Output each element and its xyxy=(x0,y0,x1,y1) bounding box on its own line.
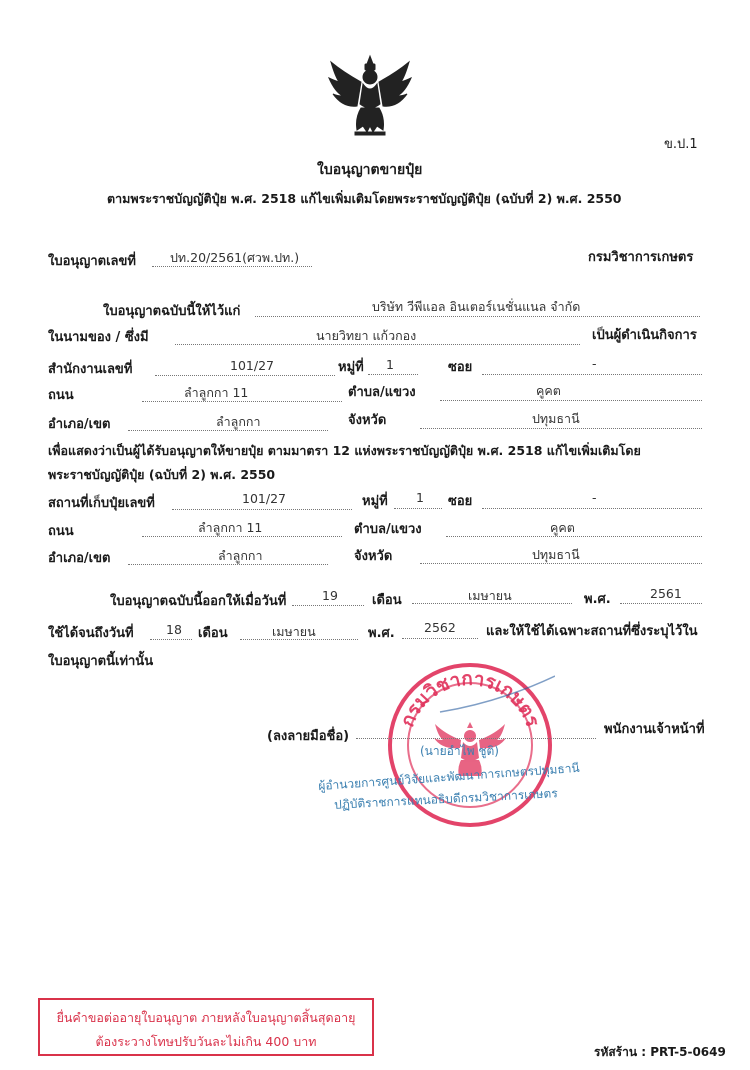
office-road-line xyxy=(142,401,342,402)
storage-amphoe-label: อำเภอ/เขต xyxy=(48,551,111,566)
issue-day-value: 19 xyxy=(322,588,338,603)
office-soi-label: ซอย xyxy=(448,360,473,375)
seal-text: กรมวิชาการเกษตร xyxy=(396,667,544,730)
valid-until-label: ใช้ได้จนถึงวันที่ xyxy=(48,626,134,641)
storage-moo-label: หมู่ที่ xyxy=(362,494,388,509)
form-code: ข.ป.1 xyxy=(664,137,698,152)
issue-year-line xyxy=(620,603,702,604)
officer-title-stamp: ผู้อำนวยการศูนย์วิจัยและพัฒนาการเกษตรปทุมธานี xyxy=(317,760,581,794)
storage-road-value: ลำลูกกา 11 xyxy=(198,520,263,535)
valid-year-label: พ.ศ. xyxy=(368,626,395,641)
storage-road-line xyxy=(142,536,342,537)
office-tambon-value: คูคต xyxy=(536,383,561,398)
store-code: รหัสร้าน : PRT-5-0649 xyxy=(594,1045,726,1059)
renewal-notice-line-2: ต้องระวางโทษปรับวันละไม่เกิน 400 บาท xyxy=(95,1034,317,1049)
storage-number-line xyxy=(172,509,352,510)
valid-month-value: เมษายน xyxy=(272,624,316,639)
signature-label: (ลงลายมือชื่อ) xyxy=(267,729,350,744)
owner-name-label: ในนามของ / ซึ่งมี xyxy=(48,330,149,345)
office-moo-line xyxy=(368,374,418,375)
storage-number-value: 101/27 xyxy=(242,491,286,506)
office-amphoe-line xyxy=(128,430,328,431)
svg-text:กรมวิชาการเกษตร xyxy=(396,668,544,731)
office-tambon-line xyxy=(440,400,702,401)
office-province-line xyxy=(420,428,702,429)
issue-month-value: เมษายน xyxy=(468,588,512,603)
issue-day-line xyxy=(292,605,364,606)
storage-tambon-label: ตำบล/แขวง xyxy=(354,522,422,537)
owner-name-line xyxy=(175,344,580,345)
office-province-value: ปทุมธานี xyxy=(532,411,580,426)
department-name: กรมวิชาการเกษตร xyxy=(588,250,694,265)
issued-to-line xyxy=(255,316,700,317)
storage-tambon-value: คูคต xyxy=(550,520,575,535)
owner-name-value: นายวิทยา แก้วกอง xyxy=(316,328,417,343)
valid-day-line xyxy=(150,639,192,640)
office-tambon-label: ตำบล/แขวง xyxy=(348,385,416,400)
storage-amphoe-line xyxy=(128,564,328,565)
office-province-label: จังหวัด xyxy=(348,413,387,428)
valid-month-line xyxy=(240,639,358,640)
issue-month-line xyxy=(412,603,572,604)
garuda-emblem-icon xyxy=(325,52,415,142)
issued-to-value: บริษัท วีพีแอล อินเตอร์เนชั่นแนล จำกัด xyxy=(372,299,581,314)
issued-to-label: ใบอนุญาตฉบับนี้ให้ไว้แก่ xyxy=(103,304,241,319)
office-soi-line xyxy=(482,374,702,375)
office-amphoe-label: อำเภอ/เขต xyxy=(48,417,111,432)
office-moo-value: 1 xyxy=(386,357,394,372)
valid-month-label: เดือน xyxy=(198,626,228,641)
office-road-label: ถนน xyxy=(48,388,74,403)
storage-moo-line xyxy=(394,508,442,509)
office-amphoe-value: ลำลูกกา xyxy=(216,414,261,429)
office-soi-value: - xyxy=(592,356,597,371)
renewal-notice-line-1: ยื่นคำขอต่ออายุใบอนุญาต ภายหลังใบอนุญาตสิ้นสุดอายุ xyxy=(56,1010,356,1025)
storage-number-label: สถานที่เก็บปุ๋ยเลขที่ xyxy=(48,496,155,511)
document-title: ใบอนุญาตขายปุ๋ย xyxy=(317,162,423,178)
valid-year-line xyxy=(402,638,478,639)
storage-province-line xyxy=(420,563,702,564)
storage-soi-line xyxy=(482,508,702,509)
issue-year-value: 2561 xyxy=(650,586,682,601)
statement-line-1: เพื่อแสดงว่าเป็นผู้ได้รับอนุญาตให้ขายปุ๋ย ตามมาตรา 12 แห่งพระราชบัญญัติปุ๋ย พ.ศ. 2518 แก้ไขเพิ่มเติมโดย xyxy=(48,443,641,458)
storage-tambon-line xyxy=(446,536,702,537)
storage-province-label: จังหวัด xyxy=(354,549,393,564)
renewal-notice-box xyxy=(38,998,374,1056)
issue-year-label: พ.ศ. xyxy=(584,592,611,607)
license-number-value: ปท.20/2561(ศวพ.ปท.) xyxy=(170,250,300,265)
license-number-label: ใบอนุญาตเลขที่ xyxy=(48,254,136,269)
valid-tail-text: และให้ใช้ได้เฉพาะสถานที่ซึ่งระบุไว้ใน xyxy=(486,624,698,639)
issue-date-label: ใบอนุญาตฉบับนี้ออกให้เมื่อวันที่ xyxy=(110,594,287,609)
operator-label: เป็นผู้ดำเนินกิจการ xyxy=(592,328,697,343)
signature-line xyxy=(356,738,596,739)
document-subtitle: ตามพระราชบัญญัติปุ๋ย พ.ศ. 2518 แก้ไขเพิ่มเติมโดยพระราชบัญญัติปุ๋ย (ฉบับที่ 2) พ.ศ. 2550 xyxy=(107,191,622,206)
statement-line-2: พระราชบัญญัติปุ๋ย (ฉบับที่ 2) พ.ศ. 2550 xyxy=(48,467,276,482)
storage-road-label: ถนน xyxy=(48,524,74,539)
office-number-value: 101/27 xyxy=(230,358,274,373)
storage-soi-label: ซอย xyxy=(448,494,473,509)
office-moo-label: หมู่ที่ xyxy=(338,360,364,375)
storage-moo-value: 1 xyxy=(416,490,424,505)
valid-day-value: 18 xyxy=(166,622,182,637)
storage-amphoe-value: ลำลูกกา xyxy=(218,548,263,563)
office-number-label: สำนักงานเลขที่ xyxy=(48,362,133,377)
valid-line-2: ใบอนุญาตนี้เท่านั้น xyxy=(48,654,154,669)
officer-name: (นายอำไพ ชูติ) xyxy=(420,744,499,758)
office-number-line xyxy=(155,375,335,376)
officer-delegation-stamp: ปฏิบัติราชการแทนอธิบดีกรมวิชาการเกษตร xyxy=(333,786,559,812)
storage-province-value: ปทุมธานี xyxy=(532,547,580,562)
issue-month-label: เดือน xyxy=(372,593,402,608)
office-road-value: ลำลูกกา 11 xyxy=(184,385,249,400)
license-number-line xyxy=(152,266,312,267)
officer-position: พนักงานเจ้าหน้าที่ xyxy=(604,722,705,737)
valid-year-value: 2562 xyxy=(424,620,456,635)
storage-soi-value: - xyxy=(592,490,597,505)
